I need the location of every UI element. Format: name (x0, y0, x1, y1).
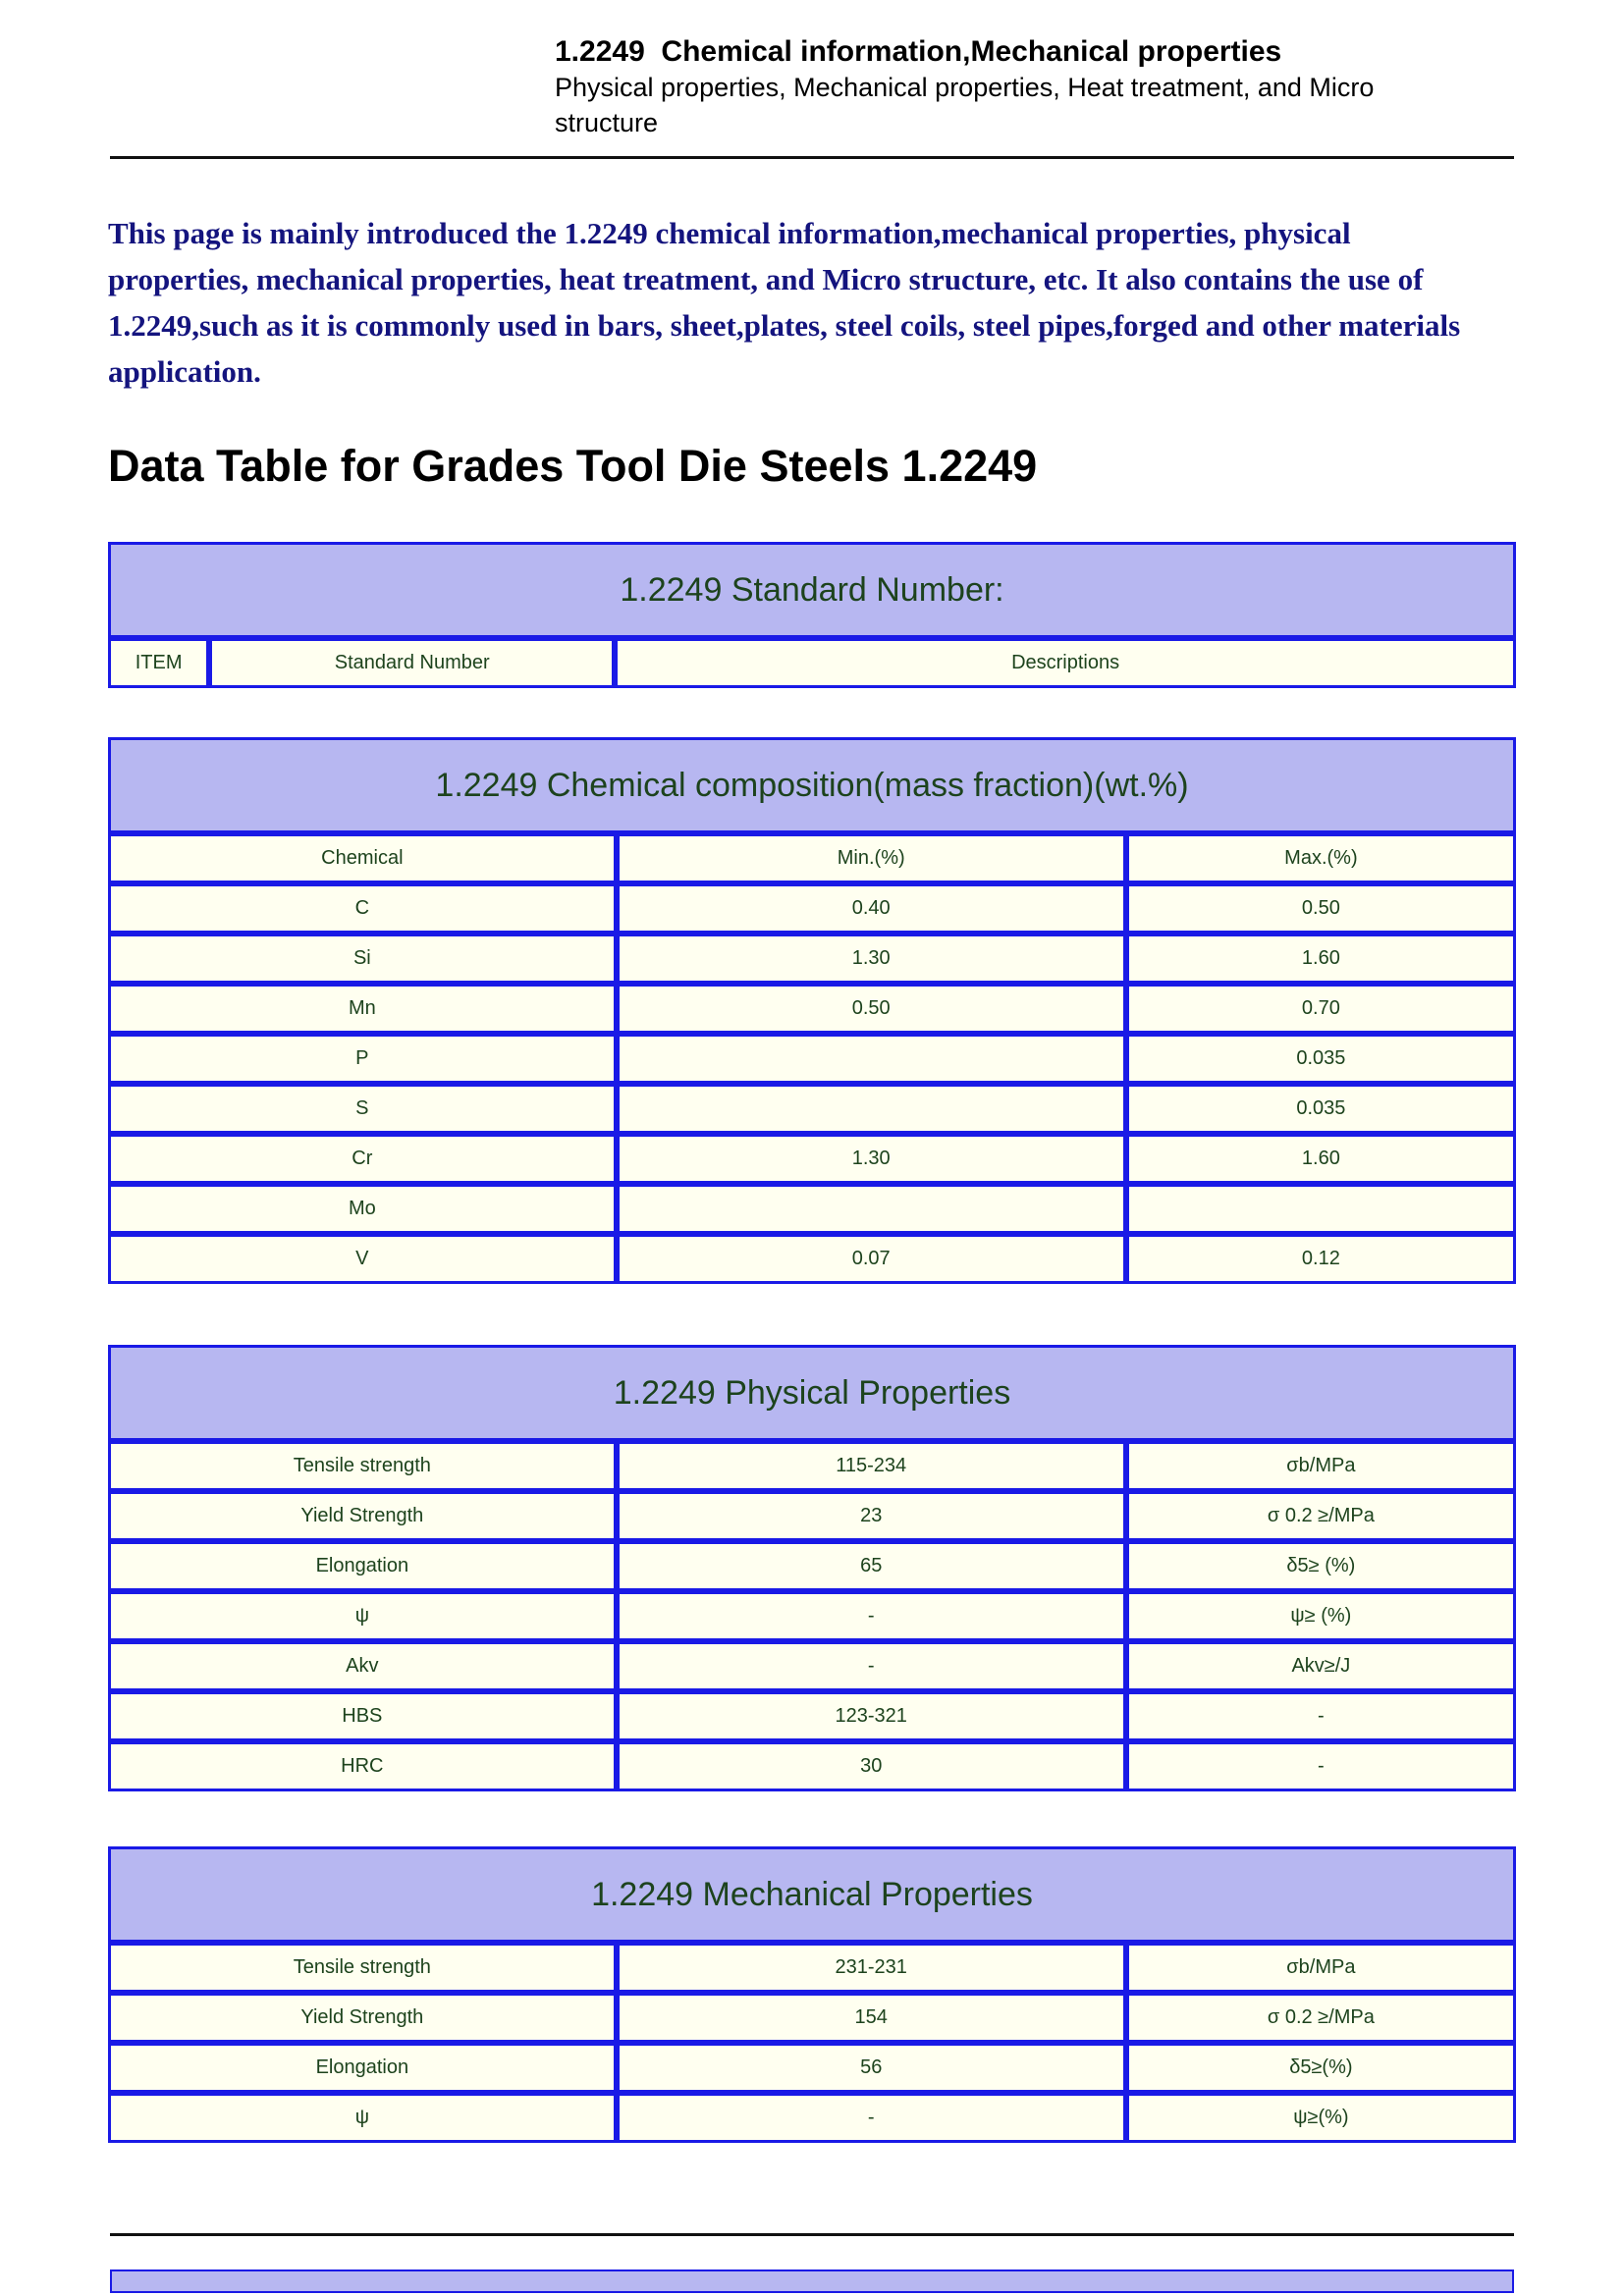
table (108, 1943, 1516, 2143)
table-cell: - (617, 1591, 1126, 1641)
table-row (108, 934, 1516, 984)
table-cell: Cr (108, 1134, 617, 1184)
table-cell (617, 1084, 1126, 1134)
table-cell: ψ (108, 2093, 617, 2143)
page-heading: Data Table for Grades Tool Die Steels 1.2249 (108, 441, 1038, 491)
table-cell: σ 0.2 ≥/MPa (1126, 1491, 1516, 1541)
table-cell: 154 (617, 1993, 1126, 2043)
table-cell (617, 1034, 1126, 1084)
table-cell: 30 (617, 1741, 1126, 1791)
table-row (108, 638, 1516, 688)
table-row (108, 883, 1516, 934)
table-cell: σ 0.2 ≥/MPa (1126, 1993, 1516, 2043)
table-cell: 1.60 (1126, 1134, 1516, 1184)
table-cell: - (1126, 1691, 1516, 1741)
table-cell: δ5≥ (%) (1126, 1541, 1516, 1591)
table-row (108, 1491, 1516, 1541)
table-row (108, 1641, 1516, 1691)
table (108, 638, 1516, 688)
table-row (108, 1441, 1516, 1491)
table-cell: 123-321 (617, 1691, 1126, 1741)
table-cell: 1.30 (617, 1134, 1126, 1184)
data-table-section (108, 1846, 1516, 2143)
table-cell: 0.035 (1126, 1034, 1516, 1084)
table-cell: Mo (108, 1184, 617, 1234)
document-title: 1.2249 Chemical information,Mechanical properties (555, 35, 1282, 68)
page-header (555, 0, 1438, 140)
table-cell: 231-231 (617, 1943, 1126, 1993)
intro-paragraph: This page is mainly introduced the 1.2249 chemical information,mechanical properties, physical properties, mechanical properties, heat treatment, and Micro structure, etc. It also contains the use of 1.2249,such as it is commonly used in bars, sheet,plates, steel coils, steel pipes,forged and other materials application. (108, 216, 1461, 389)
table-cell: S (108, 1084, 617, 1134)
table-title: 1.2249 Standard Number: (108, 542, 1516, 638)
table-cell: Elongation (108, 1541, 617, 1591)
table-cell: Yield Strength (108, 1993, 617, 2043)
table-cell: 0.70 (1126, 984, 1516, 1034)
table-row (108, 2043, 1516, 2093)
table-cell: - (617, 1641, 1126, 1691)
table-cell: 0.50 (1126, 883, 1516, 934)
table (108, 833, 1516, 1284)
table-row (108, 984, 1516, 1034)
next-table-header-partial (110, 2269, 1514, 2293)
table-row (108, 1943, 1516, 1993)
table-cell: 56 (617, 2043, 1126, 2093)
table-cell: Yield Strength (108, 1491, 617, 1541)
table-cell: 1.30 (617, 934, 1126, 984)
table-cell: Tensile strength (108, 1943, 617, 1993)
table-cell: 1.60 (1126, 934, 1516, 984)
table-row (108, 1741, 1516, 1791)
document-subtitle: Physical properties, Mechanical properties, Heat treatment, and Micro structure (555, 73, 1375, 137)
data-table-section (108, 1345, 1516, 1791)
table-cell: σb/MPa (1126, 1943, 1516, 1993)
table-row (108, 1591, 1516, 1641)
data-table-section (108, 737, 1516, 1284)
data-table-section (108, 542, 1516, 688)
table-cell: - (617, 2093, 1126, 2143)
footer-divider (110, 2233, 1514, 2236)
table-row (108, 833, 1516, 883)
table-cell: Akv (108, 1641, 617, 1691)
table-row (108, 1234, 1516, 1284)
table-cell: σb/MPa (1126, 1441, 1516, 1491)
table-row (108, 1993, 1516, 2043)
table-cell: Min.(%) (617, 833, 1126, 883)
table-cell: HRC (108, 1741, 617, 1791)
table-cell: 0.035 (1126, 1084, 1516, 1134)
table-cell: Akv≥/J (1126, 1641, 1516, 1691)
table-cell: V (108, 1234, 617, 1284)
header-divider (110, 156, 1514, 159)
table (108, 1441, 1516, 1791)
table-cell: δ5≥(%) (1126, 2043, 1516, 2093)
table-row (108, 1034, 1516, 1084)
table-title: 1.2249 Chemical composition(mass fraction)(wt.%) (108, 737, 1516, 833)
table-cell (617, 1184, 1126, 1234)
table-cell: Standard Number (209, 638, 615, 688)
table-cell (1126, 1184, 1516, 1234)
table-cell: Mn (108, 984, 617, 1034)
table-cell: Max.(%) (1126, 833, 1516, 883)
table-title: 1.2249 Mechanical Properties (108, 1846, 1516, 1943)
table-row (108, 1134, 1516, 1184)
table-cell: HBS (108, 1691, 617, 1741)
table-row (108, 1184, 1516, 1234)
table-cell: 0.07 (617, 1234, 1126, 1284)
table-cell: C (108, 883, 617, 934)
table-cell: P (108, 1034, 617, 1084)
table-title: 1.2249 Physical Properties (108, 1345, 1516, 1441)
table-cell: Elongation (108, 2043, 617, 2093)
table-row (108, 1541, 1516, 1591)
table-cell: 115-234 (617, 1441, 1126, 1491)
table-row (108, 1691, 1516, 1741)
table-cell: 0.40 (617, 883, 1126, 934)
table-cell: ψ≥ (%) (1126, 1591, 1516, 1641)
table-cell: 65 (617, 1541, 1126, 1591)
tables-container (0, 542, 1624, 2143)
table-cell: - (1126, 1741, 1516, 1791)
table-cell: Si (108, 934, 617, 984)
table-row (108, 2093, 1516, 2143)
table-cell: ITEM (108, 638, 209, 688)
table-cell: ψ (108, 1591, 617, 1641)
table-cell: 0.12 (1126, 1234, 1516, 1284)
table-cell: Tensile strength (108, 1441, 617, 1491)
table-cell: 23 (617, 1491, 1126, 1541)
table-row (108, 1084, 1516, 1134)
table-cell: 0.50 (617, 984, 1126, 1034)
table-cell: Descriptions (615, 638, 1516, 688)
table-cell: Chemical (108, 833, 617, 883)
table-cell: ψ≥(%) (1126, 2093, 1516, 2143)
